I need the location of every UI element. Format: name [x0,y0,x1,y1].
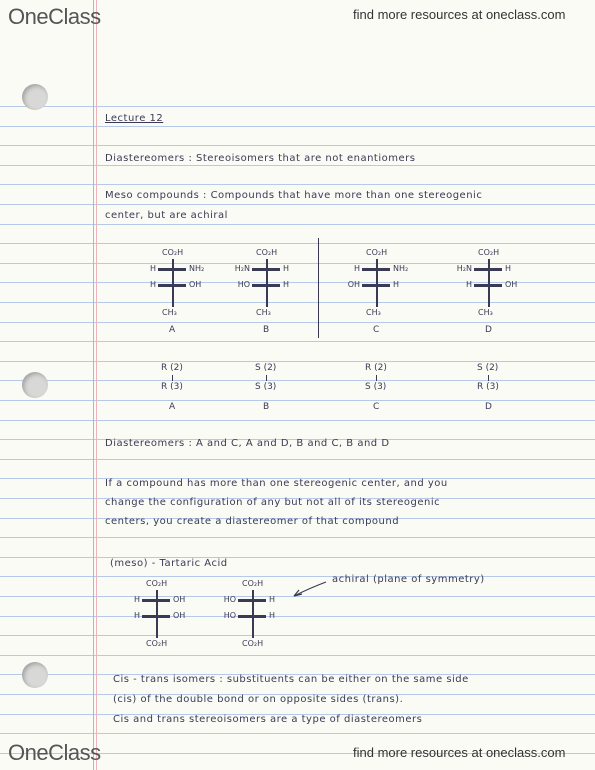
fischer-row2-right: OH [505,280,518,289]
fischer-horizontal-bond [158,268,186,271]
configuration-c3: R (3) [161,382,183,392]
cistrans-line2: (cis) of the double bond or on opposite sides (trans). [113,694,404,705]
fischer-vertical-bond [252,590,254,638]
configuration-bond [172,375,173,381]
fischer-row1-right: H [269,595,276,604]
margin-line [96,0,97,770]
fischer-row1-left: H₂N [234,264,250,273]
ruled-line [0,145,595,146]
fischer-row2-left: HO [237,280,250,289]
diastereomers-definition: Diastereomers : Stereoisomers that are not enantiomers [105,153,416,164]
fischer-horizontal-bond [238,615,266,618]
ruled-line [0,243,595,244]
compound-label: D [485,402,492,412]
compound-label: A [169,402,176,412]
fischer-horizontal-bond [362,268,390,271]
fischer-row1-right: NH₂ [393,264,409,273]
compound-label: C [373,402,380,412]
fischer-top-group: CO₂H [256,248,278,257]
fischer-row2-right: H [393,280,400,289]
ruled-line [0,420,595,421]
oneclass-logo[interactable]: OneClass [8,740,101,765]
ruled-line [0,459,595,460]
fischer-bottom-group: CH₃ [162,308,177,317]
fischer-vertical-bond [156,590,158,638]
ruled-line [0,537,595,538]
fischer-bottom-group: CH₃ [256,308,271,317]
find-more-link[interactable]: find more resources at oneclass.com [353,745,566,760]
fischer-top-group: CO₂H [478,248,500,257]
fischer-row2-left: H [465,280,472,289]
fischer-vertical-bond [376,259,378,307]
fischer-row1-left: H [133,595,140,604]
configuration-c3: S (3) [365,382,387,392]
diastereomer-pairs: Diastereomers : A and C, A and D, B and C, B and D [105,438,390,449]
configuration-bond [488,375,489,381]
fischer-row2-left: H [149,280,156,289]
fischer-horizontal-bond [142,615,170,618]
configuration-bond [266,375,267,381]
ruled-line [0,302,595,303]
oneclass-logo[interactable]: OneClass [8,4,101,29]
ruled-line [0,733,595,734]
find-more-link[interactable]: find more resources at oneclass.com [353,7,566,22]
rule-line2: change the configuration of any but not all of its stereogenic [105,497,441,508]
fischer-row2-left: H [133,611,140,620]
fischer-row1-right: OH [173,595,186,604]
ruled-line [0,106,595,107]
fischer-top-group: CO₂H [366,248,388,257]
configuration-c3: S (3) [255,382,277,392]
configuration-c2: S (2) [255,363,277,373]
compound-label: A [169,325,176,335]
binder-hole [22,84,48,110]
fischer-horizontal-bond [158,284,186,287]
divider-line [318,238,319,338]
cistrans-line1: Cis - trans isomers : substituents can be either on the same side [113,674,469,685]
binder-hole [22,372,48,398]
compound-label: B [263,325,270,335]
fischer-row1-right: H [283,264,290,273]
ruled-line [0,204,595,205]
fischer-row1-right: NH₂ [189,264,205,273]
ruled-line [0,322,595,323]
tartaric-title: (meso) - Tartaric Acid [110,558,228,569]
configuration-c2: S (2) [477,363,499,373]
fischer-row1-left: H [149,264,156,273]
ruled-line [0,655,595,656]
fischer-vertical-bond [172,259,174,307]
fischer-horizontal-bond [474,268,502,271]
fischer-vertical-bond [266,259,268,307]
margin-line [93,0,94,770]
ruled-line [0,557,595,558]
ruled-line [0,224,595,225]
ruled-line [0,616,595,617]
fischer-bottom-group: CO₂H [146,639,168,648]
fischer-row2-right: OH [189,280,202,289]
arrow-icon [290,578,330,600]
lecture-title: Lecture 12 [105,113,164,124]
fischer-horizontal-bond [252,268,280,271]
fischer-row2-right: H [269,611,276,620]
fischer-horizontal-bond [252,284,280,287]
fischer-row2-right: OH [173,611,186,620]
rule-line1: If a compound has more than one stereogenic center, and you [105,478,448,489]
cistrans-line3: Cis and trans stereoisomers are a type of diastereomers [113,714,423,725]
fischer-row1-left: H [353,264,360,273]
fischer-row1-left: HO [223,595,236,604]
meso-definition-line1: Meso compounds : Compounds that have more than one stereogenic [105,190,483,201]
achiral-note: achiral (plane of symmetry) [332,574,485,585]
ruled-line [0,361,595,362]
fischer-top-group: CO₂H [242,579,264,588]
meso-definition-line2: center, but are achiral [105,210,228,221]
ruled-line [0,165,595,166]
ruled-line [0,126,595,127]
compound-label: D [485,325,492,335]
compound-label: B [263,402,270,412]
fischer-row1-left: H₂N [456,264,472,273]
fischer-row2-left: HO [223,611,236,620]
ruled-line [0,635,595,636]
fischer-horizontal-bond [238,599,266,602]
configuration-bond [376,375,377,381]
ruled-line [0,341,595,342]
fischer-horizontal-bond [362,284,390,287]
fischer-row2-right: H [283,280,290,289]
configuration-c3: R (3) [477,382,499,392]
fischer-horizontal-bond [142,599,170,602]
configuration-c2: R (2) [161,363,183,373]
rule-line3: centers, you create a diastereomer of that compound [105,516,400,527]
fischer-vertical-bond [488,259,490,307]
fischer-top-group: CO₂H [146,579,168,588]
fischer-row1-right: H [505,264,512,273]
fischer-bottom-group: CO₂H [242,639,264,648]
binder-hole [22,662,48,688]
fischer-top-group: CO₂H [162,248,184,257]
fischer-horizontal-bond [474,284,502,287]
fischer-bottom-group: CH₃ [478,308,493,317]
ruled-line [0,380,595,381]
fischer-bottom-group: CH₃ [366,308,381,317]
ruled-line [0,576,595,577]
ruled-line [0,400,595,401]
ruled-line [0,184,595,185]
fischer-row2-left: OH [347,280,360,289]
configuration-c2: R (2) [365,363,387,373]
compound-label: C [373,325,380,335]
